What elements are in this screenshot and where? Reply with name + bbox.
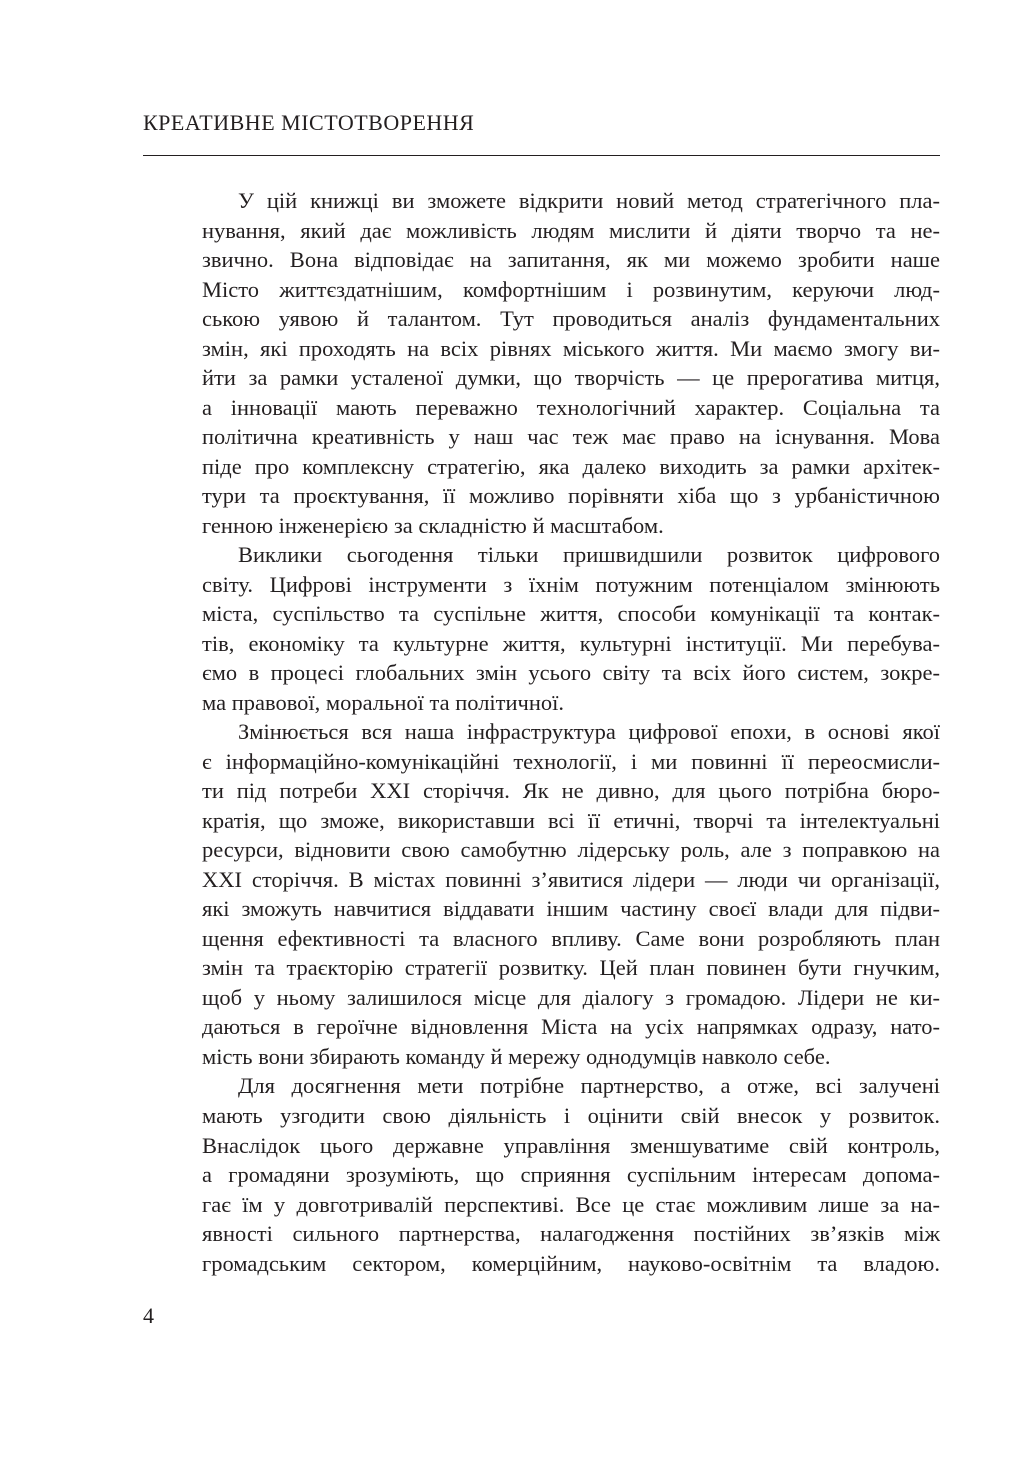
text-line: даються в героїчне відновлення Міста на усіх напрямках одразу, нато-: [202, 1014, 940, 1040]
text-line: Змінюється вся наша інфраструктура цифрової епохи, в основі якої: [238, 719, 940, 745]
text-line: які зможуть навчитися віддавати іншим частину своєї влади для підви-: [202, 896, 940, 922]
text-line: міста, суспільство та суспільне життя, способи комунікації та контак-: [202, 601, 940, 627]
text-line: ресурси, відновити свою самобутню лідерську роль, але з поправкою на: [202, 837, 940, 863]
text-line: явності сильного партнерства, налагодження постійних зв’язків між: [202, 1221, 940, 1247]
text-line: щоб у ньому залишилося місце для діалогу з громадою. Лідери не ки-: [202, 984, 940, 1010]
text-line: Внаслідок цього державне управління зменшуватиме свій контроль,: [202, 1132, 940, 1158]
text-line: змін та траєкторію стратегії розвитку. Цей план повинен бути гнучким,: [202, 955, 940, 981]
text-line: ємо в процесі глобальних змін усього світу та всіх його систем, зокре-: [202, 660, 940, 686]
text-line: щення ефективності та власного впливу. Саме вони розробляють план: [202, 925, 940, 951]
text-line: Місто життєздатнішим, комфортнішим і розвинутим, керуючи люд-: [202, 276, 940, 302]
running-head: КРЕАТИВНЕ МІСТОТВОРЕННЯ: [143, 110, 475, 135]
text-line: гає їм у довготривалій перспективі. Все це стає можливим лише за на-: [202, 1191, 940, 1217]
text-line: Виклики сьогодення тільки пришвидшили розвиток цифрового: [238, 542, 940, 568]
text-line: мають узгодити свою діяльність і оцінити свій внесок у розвиток.: [202, 1102, 940, 1128]
text-line: піде про комплексну стратегію, яка далеко виходить за рамки архітек-: [202, 453, 940, 479]
text-line: нування, який дає можливість людям мислити й діяти творчо та не-: [202, 217, 940, 243]
text-line: ти під потреби XXI сторіччя. Як не дивно, для цього потрібна бюро-: [202, 778, 940, 804]
text-line: ською уявою й талантом. Тут проводиться аналіз фундаментальних: [202, 306, 940, 332]
text-line: генною інженерією за складністю й масштабом.: [202, 512, 664, 538]
text-line: XXI сторіччя. В містах повинні з’явитися лідери — люди чи організації,: [202, 866, 940, 892]
text-line: громадським сектором, комерційним, науково-освітнім та владою.: [202, 1250, 940, 1276]
body-paragraph: [202, 186, 940, 540]
text-line: кратія, що зможе, використавши всі її етичні, творчі та інтелектуальні: [202, 807, 940, 833]
body-paragraph: [202, 717, 940, 1071]
text-line: мість вони збирають команду й мережу однодумців навколо себе.: [202, 1043, 831, 1069]
text-line: світу. Цифрові інструменти з їхнім потужним потенціалом змінюють: [202, 571, 940, 597]
body-text: [202, 186, 940, 1278]
text-line: а громадяни зрозуміють, що сприяння суспільним інтересам допома-: [202, 1162, 940, 1188]
text-line: є інформаційно-комунікаційні технології, і ми повинні її переосмисли-: [202, 748, 940, 774]
text-line: змін, які проходять на всіх рівнях міського життя. Ми маємо змогу ви-: [202, 335, 940, 361]
text-line: тів, економіку та культурне життя, культурні інституції. Ми перебува-: [202, 630, 940, 656]
body-paragraph: [202, 540, 940, 717]
text-line: звично. Вона відповідає на запитання, як ми можемо зробити наше: [202, 247, 940, 273]
header-rule: [143, 155, 940, 156]
text-line: йти за рамки усталеної думки, що творчість — це прерогатива митця,: [202, 365, 940, 391]
text-line: а інновації мають переважно технологічний характер. Соціальна та: [202, 394, 940, 420]
page-number: 4: [143, 1303, 154, 1328]
text-line: ма правової, моральної та політичної.: [202, 689, 565, 715]
text-line: тури та проєктування, її можливо порівняти хіба що з урбаністичною: [202, 483, 940, 509]
text-line: Для досягнення мети потрібне партнерство, а отже, всі залучені: [238, 1073, 940, 1099]
text-line: політична креативність у наш час теж має право на існування. Мова: [202, 424, 940, 450]
text-line: У цій книжці ви зможете відкрити новий метод стратегічного пла-: [238, 188, 940, 213]
body-paragraph: [202, 1071, 940, 1278]
